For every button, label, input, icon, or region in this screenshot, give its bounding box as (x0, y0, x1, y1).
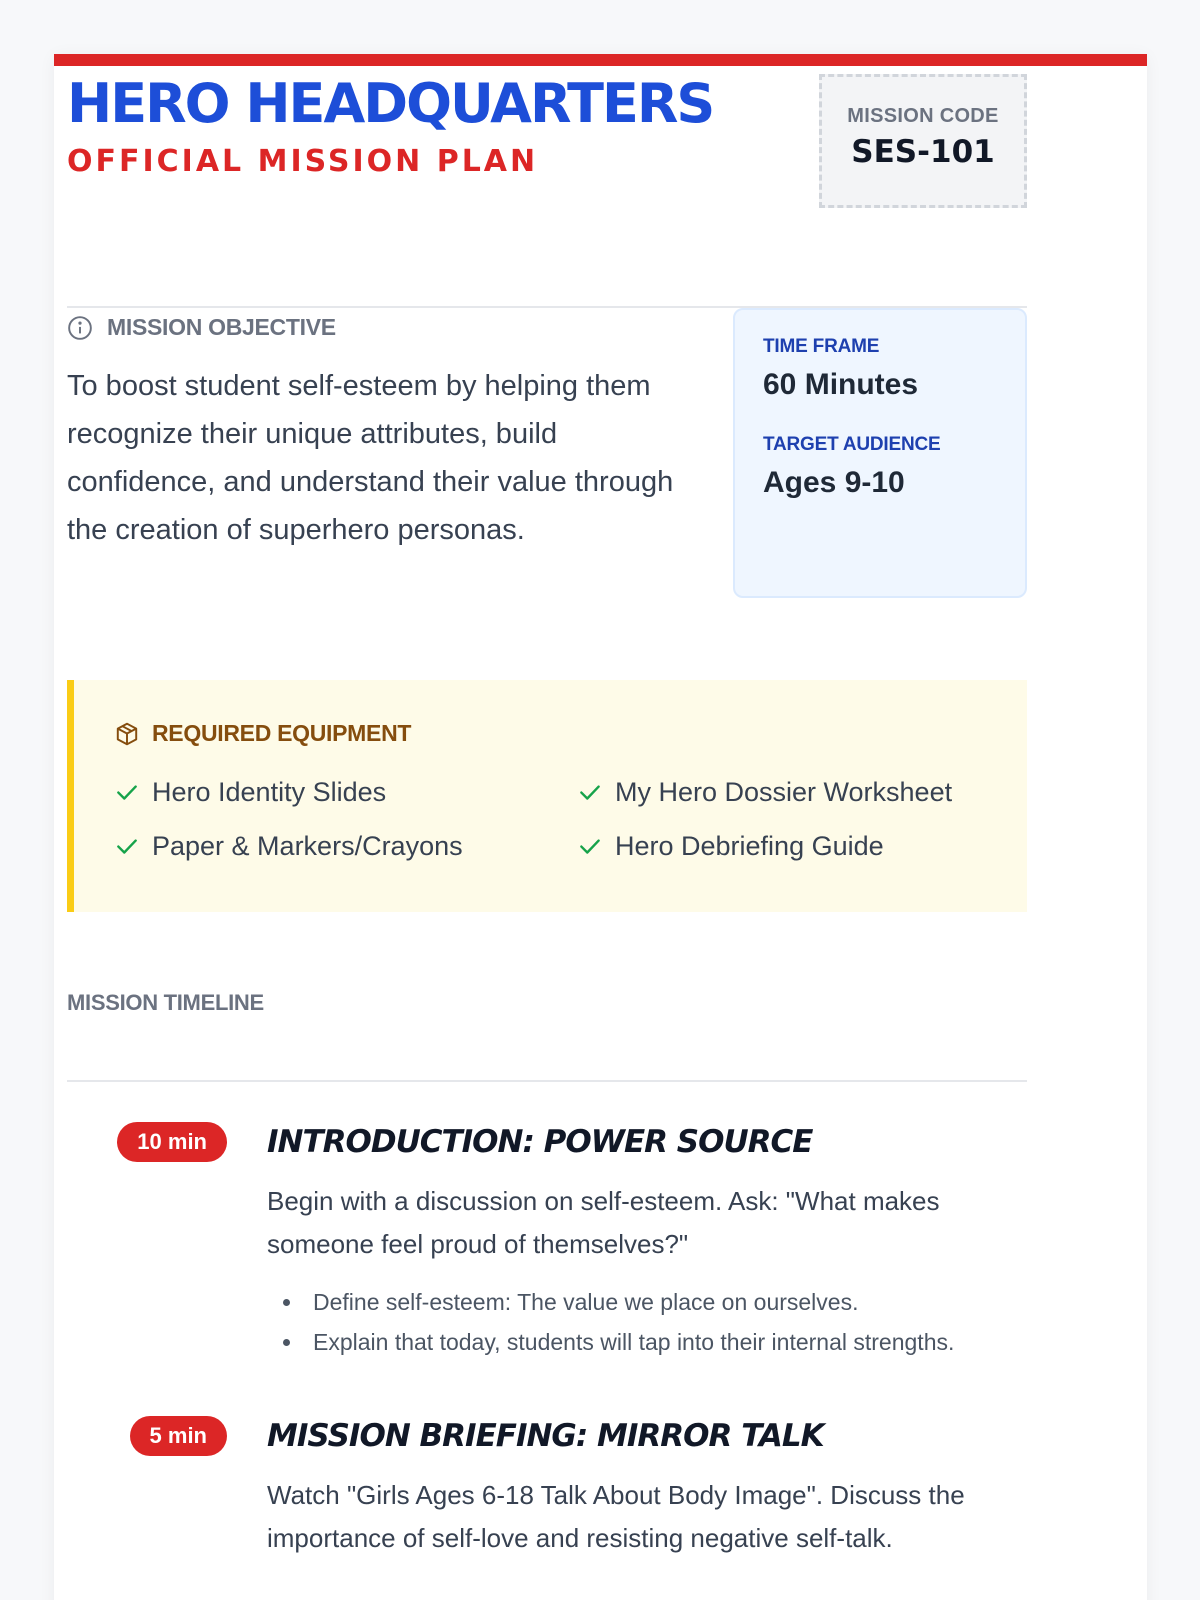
objective-text: To boost student self-esteem by helping them recognize their unique attributes, build confidence, and understand their value through the creation of superhero personas. (67, 370, 674, 546)
timeline-item-description: Watch "Girls Ages 6-18 Talk About Body Image". Discuss the importance of self-love and resisting negative self-talk. (267, 1480, 965, 1553)
equipment-item (577, 826, 1014, 866)
check-icon (577, 833, 603, 859)
mission-code-value: SES-101 (851, 134, 995, 170)
equipment-heading (114, 720, 411, 747)
objective-heading (67, 314, 336, 341)
equipment-item (577, 772, 1014, 812)
equipment-item (114, 826, 577, 866)
bullet-item: Explain that today, students will tap into their internal strengths. (313, 1322, 1027, 1362)
timeline-item-bullets (267, 1282, 1027, 1362)
equipment-item-label: Paper & Markers/Crayons (152, 830, 463, 861)
package-icon (114, 721, 140, 747)
equipment-item (114, 772, 577, 812)
mission-meta-box (733, 308, 1027, 598)
info-icon (67, 315, 93, 341)
equipment-heading-label: REQUIRED EQUIPMENT (152, 720, 412, 746)
duration-badge: 5 min (130, 1416, 227, 1456)
equipment-section (67, 680, 1027, 912)
objective-heading-label: MISSION OBJECTIVE (107, 314, 336, 340)
check-icon (577, 779, 603, 805)
duration-badge: 10 min (117, 1122, 227, 1162)
equipment-item-label: Hero Debriefing Guide (615, 830, 884, 861)
timeline-item-title: MISSION BRIEFING: MIRROR TALK (267, 1418, 824, 1454)
equipment-item-label: My Hero Dossier Worksheet (615, 776, 953, 807)
check-icon (114, 779, 140, 805)
target-audience-label: TARGET AUDIENCE (763, 434, 941, 455)
equipment-list (114, 772, 1014, 866)
timeline-item-body (267, 1122, 1027, 1362)
page-subtitle: OFFICIAL MISSION PLAN (67, 144, 539, 179)
mission-code-label: MISSION CODE (847, 105, 999, 127)
header (67, 74, 1027, 254)
mission-code-box (819, 74, 1027, 208)
timeline-item-description: Begin with a discussion on self-esteem. Ask: "What makes someone feel proud of themselves?" (267, 1186, 940, 1259)
check-icon (114, 833, 140, 859)
time-frame-label: TIME FRAME (763, 336, 880, 357)
bullet-item: Define self-esteem: The value we place on ourselves. (313, 1282, 1027, 1322)
page-title: HERO HEADQUARTERS (67, 72, 714, 135)
timeline-heading: MISSION TIMELINE (67, 990, 264, 1015)
equipment-item-label: Hero Identity Slides (152, 776, 387, 807)
timeline-item-body (267, 1416, 1027, 1560)
timeline-divider (67, 1080, 1027, 1082)
target-audience-value: Ages 9-10 (763, 466, 905, 499)
time-frame-value: 60 Minutes (763, 368, 919, 401)
timeline-item-title: INTRODUCTION: POWER SOURCE (267, 1124, 813, 1160)
objective-section (67, 314, 1027, 614)
